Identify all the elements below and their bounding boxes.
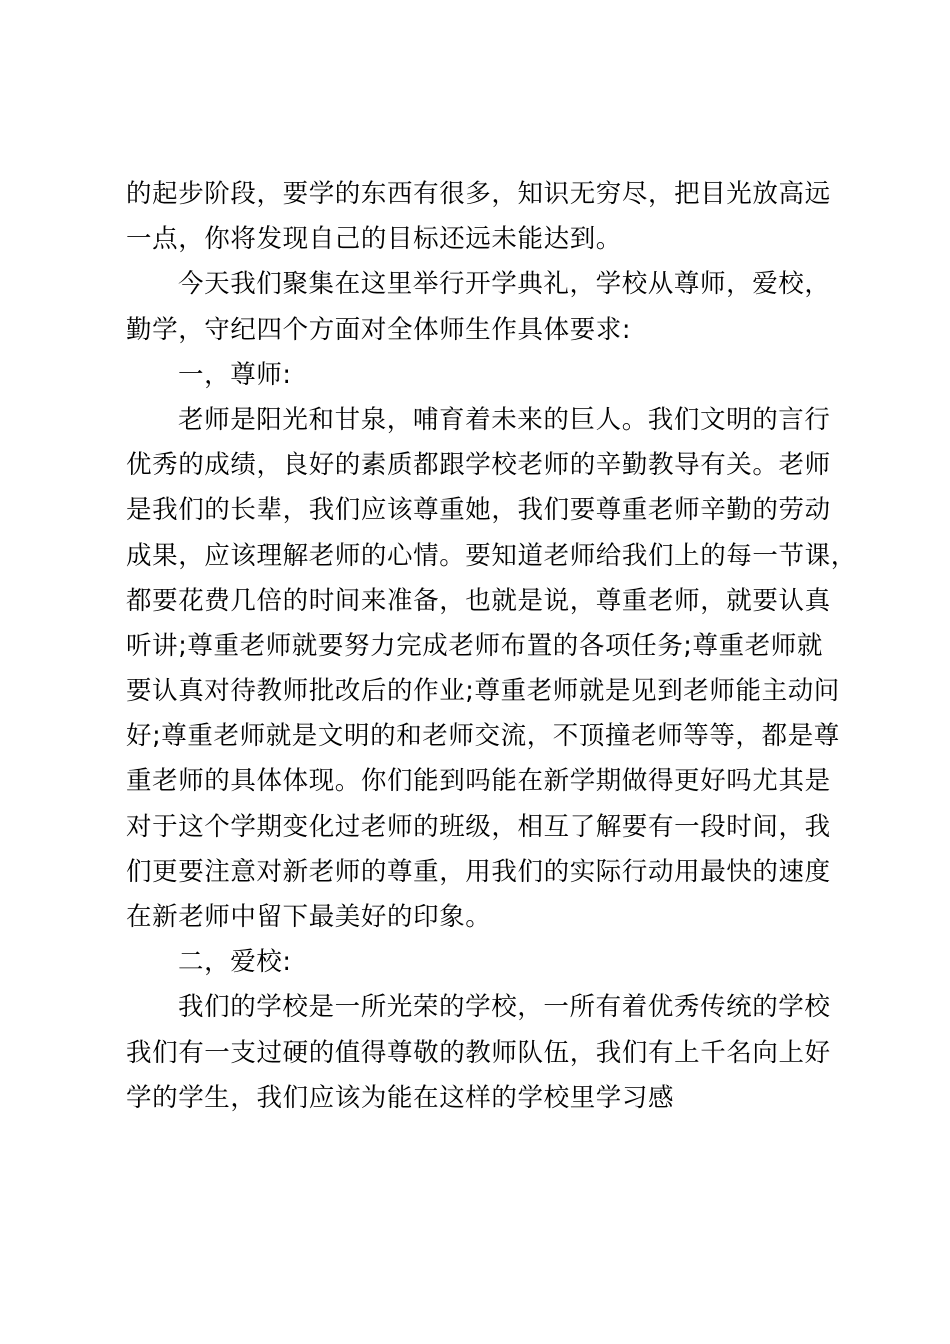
section-heading-love-school	[126, 940, 832, 985]
text-line: 重老师的具体体现。你们能到吗能在新学期做得更好吗尤其是	[126, 766, 831, 797]
text-line: 勤学，守纪四个方面对全体师生作具体要求:	[126, 314, 632, 345]
text-line: 今天我们聚集在这里举行开学典礼，学校从尊师，爱校，	[178, 269, 831, 300]
text-line: 是我们的长辈，我们应该尊重她，我们要尊重老师辛勤的劳动	[126, 495, 831, 526]
text-line: 的起步阶段，要学的东西有很多，知识无穷尽，把目光放高远	[126, 179, 831, 209]
text-line: 二，爱校:	[178, 947, 292, 978]
text-line: 听讲;尊重老师就要努力完成老师布置的各项任务;尊重老师就	[126, 630, 823, 661]
document-body	[126, 172, 857, 1121]
text-line: 一，尊师:	[178, 359, 292, 390]
text-line: 们更要注意对新老师的尊重，用我们的实际行动用最快的速度	[126, 856, 831, 887]
text-line: 学的学生，我们应该为能在这样的学校里学习感	[126, 1082, 675, 1113]
text-line: 在新老师中留下最美好的印象。	[126, 902, 492, 932]
paragraph-love-school	[126, 985, 832, 1121]
text-line: 都要花费几倍的时间来准备，也就是说，尊重老师，就要认真	[126, 585, 831, 616]
text-line: 优秀的成绩，良好的素质都跟学校老师的辛勤教导有关。老师	[126, 450, 831, 481]
text-line: 老师是阳光和甘泉，哺育着未来的巨人。我们文明的言行	[178, 404, 831, 435]
text-line: 对于这个学期变化过老师的班级，相互了解要有一段时间，我	[126, 811, 831, 842]
paragraph-respect-teachers	[126, 398, 857, 940]
paragraph-continuation	[126, 172, 832, 262]
text-line: 一点，你将发现自己的目标还远未能达到。	[126, 224, 622, 255]
text-line: 我们的学校是一所光荣的学校，一所有着优秀传统的学校	[178, 992, 831, 1023]
text-line: 我们有一支过硬的值得尊敬的教师队伍，我们有上千名向上好	[126, 1037, 831, 1068]
text-line: 好;尊重老师就是文明的和老师交流，不顶撞老师等等，都是尊	[126, 721, 840, 752]
paragraph-intro	[126, 262, 832, 352]
text-line: 成果，应该理解老师的心情。要知道老师给我们上的每一节课，	[126, 540, 857, 571]
text-line: 要认真对待教师批改后的作业;尊重老师就是见到老师能主动问	[126, 676, 840, 707]
section-heading-respect-teachers	[126, 353, 832, 398]
